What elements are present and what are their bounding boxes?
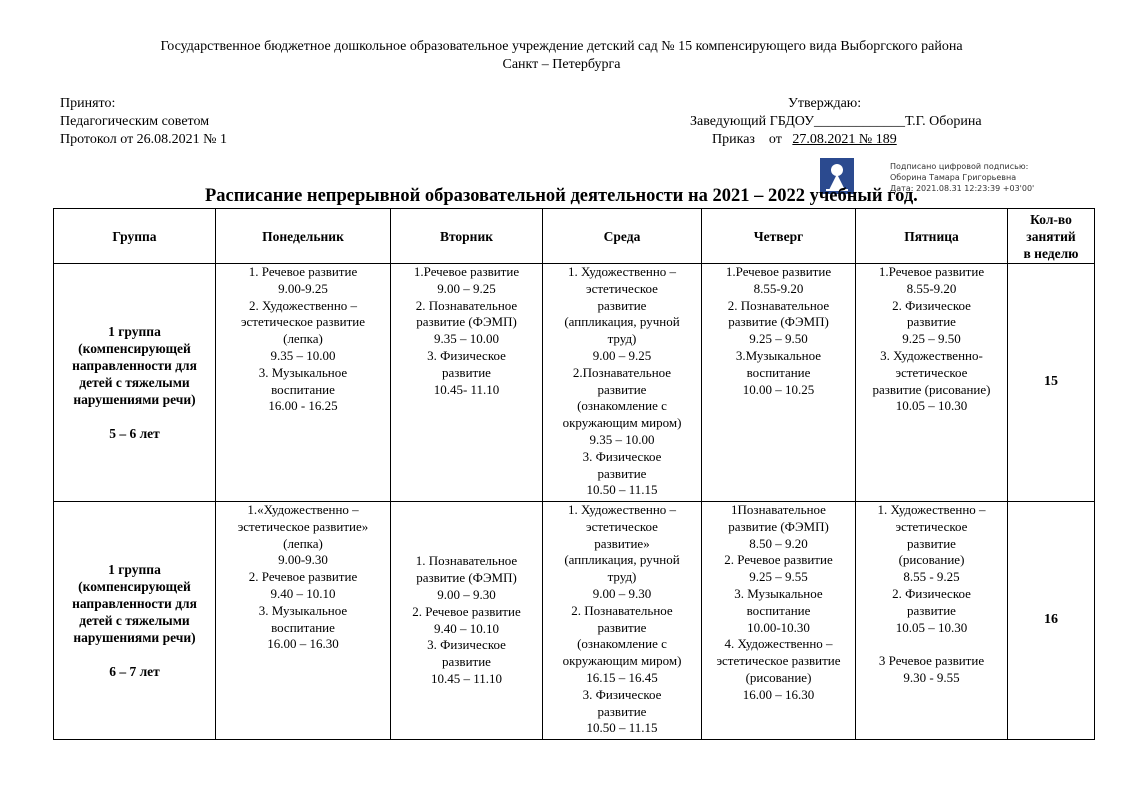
cell-line: 3. Физическое xyxy=(582,448,662,464)
cell-line: эстетическое xyxy=(586,280,658,296)
cell-line: развитие» xyxy=(594,535,650,551)
cell-line: 9.25 – 9.50 xyxy=(902,331,961,347)
cell-line: 1. Художественно – xyxy=(567,502,677,517)
cell-line: 10.45- 11.10 xyxy=(433,381,500,397)
cell-line: развитие xyxy=(907,535,956,551)
cell-line: направленности для xyxy=(72,596,197,611)
cell-line: (аппликация, ручной xyxy=(564,552,680,568)
cell-line: развитие xyxy=(442,654,491,670)
institution-name: Государственное бюджетное дошкольное образовательное учреждение детский сад № 15 компенсирующего вида Выборгского района xyxy=(160,39,963,54)
cell-line: 3. Физическое xyxy=(582,686,662,702)
tuesday-cell xyxy=(391,502,543,740)
cell-line: 9.00 – 9.25 xyxy=(437,280,496,296)
header-wednesday: Среда xyxy=(543,209,702,264)
cell-line: 6 – 7 лет xyxy=(109,664,160,679)
cell-line: 3. Художественно- xyxy=(880,347,983,363)
signature-name: Оборина Тамара Григорьевна xyxy=(890,173,1017,182)
cell-line: 2. Физическое xyxy=(892,297,971,313)
monday-cell xyxy=(216,502,391,740)
cell-line: 16.00 – 16.30 xyxy=(742,686,815,702)
wednesday-cell xyxy=(543,502,702,740)
cell-line: 1 группа xyxy=(108,324,161,339)
approved-order-number: 27.08.2021 № 189 xyxy=(792,132,897,147)
cell-line: развитие xyxy=(907,602,956,618)
lesson-count-cell: 15 xyxy=(1008,264,1095,502)
thursday-cell xyxy=(702,264,856,502)
schedule-table xyxy=(53,208,1095,740)
cell-line: нарушениями речи) xyxy=(73,392,196,407)
cell-line: 10.05 – 10.30 xyxy=(895,619,968,635)
accepted-council: Педагогическим советом xyxy=(60,114,210,129)
cell-line: (лепка) xyxy=(283,535,323,551)
cell-line: 1. Художественно – xyxy=(567,264,677,279)
cell-line: 3. Физическое xyxy=(427,347,506,363)
header-tuesday: Вторник xyxy=(391,209,543,264)
accepted-title: Принято: xyxy=(60,96,116,111)
cell-line: 8.55 - 9.25 xyxy=(903,569,960,585)
cell-line: воспитание xyxy=(271,619,335,635)
cell-line: 2. Речевое развитие xyxy=(412,603,521,619)
cell-line: развитие xyxy=(597,703,647,719)
cell-line: эстетическое xyxy=(895,518,968,534)
cell-line: 9.25 – 9.55 xyxy=(749,569,808,585)
cell-line: направленности для xyxy=(72,358,197,373)
cell-line: развитие xyxy=(597,381,647,397)
wednesday-cell xyxy=(543,264,702,502)
cell-line: 2. Физическое xyxy=(892,585,971,601)
cell-line: 9.40 – 10.10 xyxy=(270,585,336,601)
cell-line: 3. Музыкальное xyxy=(258,364,348,380)
cell-line: развитие (ФЭМП) xyxy=(728,314,829,330)
group-cell xyxy=(54,264,216,502)
cell-line: труд) xyxy=(607,331,637,347)
cell-line: 16.00 - 16.25 xyxy=(268,398,338,414)
cell-line: 1. Речевое развитие xyxy=(248,264,358,279)
cell-line: 8.50 – 9.20 xyxy=(749,535,808,551)
cell-line: (аппликация, ручной xyxy=(564,314,680,330)
cell-line: 10.50 – 11.15 xyxy=(586,720,658,736)
table-row xyxy=(54,502,1095,740)
cell-line: 3. Физическое xyxy=(427,637,506,653)
cell-line: 10.50 – 11.15 xyxy=(586,482,658,498)
cell-line: 10.00 – 10.25 xyxy=(742,381,815,397)
cell-line: 9.35 – 10.00 xyxy=(270,347,336,363)
cell-line: детей с тяжелыми xyxy=(79,375,190,390)
cell-line: 3 Речевое развитие xyxy=(878,653,985,669)
group-cell xyxy=(54,502,216,740)
cell-line: развитие xyxy=(597,297,647,313)
cell-line: 9.00 – 9.30 xyxy=(592,585,652,601)
cell-line: 1.Речевое развитие xyxy=(725,264,832,279)
cell-line: развитие (рисование) xyxy=(872,381,991,397)
cell-line: 2. Познавательное xyxy=(571,602,673,618)
cell-line: 9.35 – 10.00 xyxy=(434,331,499,347)
cell-line xyxy=(56,646,213,663)
cell-line: 9.00-9.30 xyxy=(278,552,328,568)
cell-line: развитие (ФЭМП) xyxy=(728,518,829,534)
cell-line: 8.55-9.20 xyxy=(753,280,804,296)
cell-line: (рисование) xyxy=(745,669,812,685)
cell-line: развитие xyxy=(907,314,956,330)
cell-line: 16.00 – 16.30 xyxy=(267,636,339,652)
header-friday: Пятница xyxy=(856,209,1008,264)
cell-line: 2. Речевое развитие xyxy=(248,569,358,585)
cell-line: 9.00-9.25 xyxy=(278,280,328,296)
cell-line: 1. Познавательное xyxy=(415,553,518,569)
cell-line: (ознакомление с xyxy=(577,398,667,414)
cell-line: 4. Художественно – xyxy=(724,636,833,652)
cell-line: 3. Музыкальное xyxy=(734,585,823,601)
cell-line: 16.15 – 16.45 xyxy=(586,669,658,685)
cell-line: 9.25 – 9.50 xyxy=(749,331,808,347)
cell-line: воспитание xyxy=(271,381,335,397)
tuesday-cell xyxy=(391,264,543,502)
cell-line xyxy=(56,408,213,425)
accepted-protocol: Протокол от 26.08.2021 № 1 xyxy=(60,132,228,147)
cell-line: 9.35 – 10.00 xyxy=(589,431,655,447)
cell-line: 5 – 6 лет xyxy=(109,426,160,441)
header-thursday: Четверг xyxy=(702,209,856,264)
cell-line: воспитание xyxy=(746,602,811,618)
schedule-title: Расписание непрерывной образовательной деятельности на 2021 – 2022 учебный год. xyxy=(205,186,918,206)
cell-line: 1.Речевое развитие xyxy=(413,264,520,279)
cell-line: окружающим миром) xyxy=(562,415,682,431)
cell-line: 9.00 – 9.30 xyxy=(437,586,496,602)
cell-line: эстетическое развитие xyxy=(716,653,841,669)
cell-line: 9.40 – 10.10 xyxy=(434,620,499,636)
accepted-block xyxy=(60,95,227,149)
cell-line: (лепка) xyxy=(283,331,323,347)
cell-line: (компенсирующей xyxy=(78,579,191,594)
cell-line: 1. Художественно – xyxy=(877,502,986,517)
cell-line: 1 группа xyxy=(108,562,161,577)
cell-line: (ознакомление с xyxy=(577,636,667,652)
approved-head: Заведующий ГБДОУ_____________Т.Г. Оборина xyxy=(690,114,982,129)
cell-line: развитие xyxy=(442,364,491,380)
cell-line: развитие xyxy=(597,465,647,481)
cell-line: 10.00-10.30 xyxy=(747,619,810,635)
approved-order xyxy=(690,131,982,149)
cell-line: 9.00 – 9.25 xyxy=(592,347,652,363)
friday-cell xyxy=(856,502,1008,740)
header-lesson-count: Кол-во занятий в неделю xyxy=(1008,209,1095,264)
table-header-row xyxy=(54,209,1095,264)
cell-line: эстетическое xyxy=(895,364,968,380)
cell-line: 3.Музыкальное xyxy=(735,347,822,363)
table-row xyxy=(54,264,1095,502)
cell-line: (компенсирующей xyxy=(78,341,191,356)
cell-line: 3. Музыкальное xyxy=(258,602,348,618)
cell-line: 1Познавательное xyxy=(731,502,826,517)
thursday-cell xyxy=(702,502,856,740)
cell-line: 10.45 – 11.10 xyxy=(430,670,503,686)
cell-line: 2. Художественно – xyxy=(248,297,358,313)
cell-line: детей с тяжелыми xyxy=(79,613,190,628)
signature-date: Дата: 2021.08.31 12:23:39 +03'00' xyxy=(890,184,1035,193)
approved-title: Утверждаю: xyxy=(788,96,862,111)
document-header xyxy=(0,38,1123,74)
cell-line: (рисование) xyxy=(898,552,965,568)
cell-line: 10.05 – 10.30 xyxy=(895,398,968,414)
cell-line: развитие (ФЭМП) xyxy=(416,314,517,330)
signature-caption: Подписано цифровой подписью: xyxy=(890,162,1029,171)
cell-line: 1.Речевое развитие xyxy=(878,264,985,279)
cell-line: воспитание xyxy=(746,364,811,380)
cell-line: развитие xyxy=(597,619,647,635)
cell-line: 9.30 - 9.55 xyxy=(903,670,960,686)
cell-line: эстетическое развитие xyxy=(240,314,366,330)
cell-line: труд) xyxy=(607,569,637,585)
cell-line: 2. Познавательное xyxy=(415,297,518,313)
cell-line: 8.55-9.20 xyxy=(906,280,957,296)
cell-line xyxy=(858,636,1005,653)
cell-line: нарушениями речи) xyxy=(73,630,196,645)
cell-line: развитие (ФЭМП) xyxy=(416,570,517,586)
cell-line: 2.Познавательное xyxy=(572,364,672,380)
monday-cell xyxy=(216,264,391,502)
cell-line: окружающим миром) xyxy=(562,653,682,669)
header-group: Группа xyxy=(54,209,216,264)
lesson-count-cell: 16 xyxy=(1008,502,1095,740)
cell-line: 1.«Художественно – xyxy=(247,502,359,517)
approved-order-label: Приказ от xyxy=(712,132,793,147)
friday-cell xyxy=(856,264,1008,502)
cell-line: эстетическое xyxy=(586,518,658,534)
cell-line: 2. Познавательное xyxy=(727,297,830,313)
cell-line: эстетическое развитие» xyxy=(237,518,369,534)
cell-line: 2. Речевое развитие xyxy=(724,552,833,568)
institution-city: Санкт – Петербурга xyxy=(502,57,621,72)
header-monday: Понедельник xyxy=(216,209,391,264)
approved-block xyxy=(690,95,982,149)
